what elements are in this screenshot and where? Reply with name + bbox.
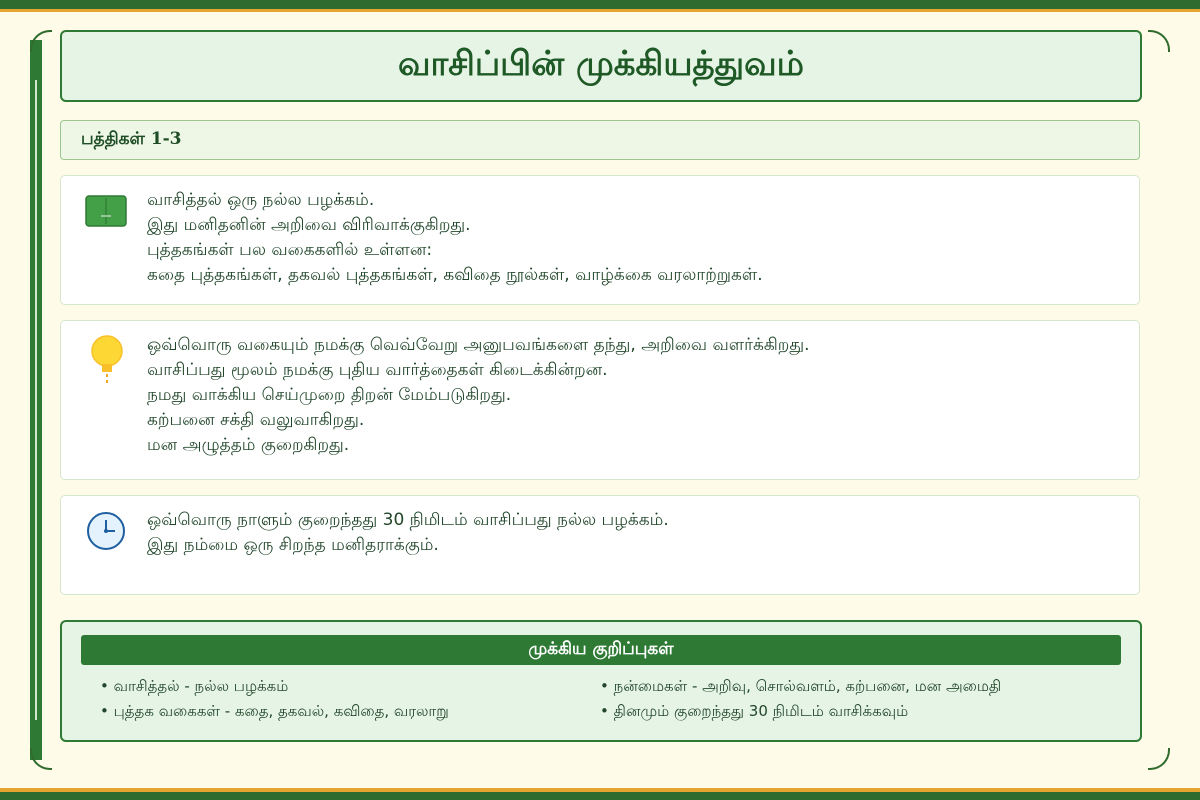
card-1-line-2: இது மனிதனின் அறிவை விரிவாக்குகிறது.	[147, 215, 471, 235]
left-side-bar	[30, 40, 42, 760]
card-2-line-1: ஒவ்வொரு வகையும் நமக்கு வெவ்வேறு அனுபவங்களை தந்து, அறிவை வளர்க்கிறது.	[147, 335, 810, 355]
clock-icon	[85, 510, 127, 556]
top-border	[0, 0, 1200, 12]
key-point-1: • வாசித்தல் - நல்ல பழக்கம்	[100, 676, 288, 696]
card-2-line-5: மன அழுத்தம் குறைகிறது.	[147, 435, 350, 455]
page-title: வாசிப்பின் முக்கியத்துவம்	[397, 44, 805, 84]
title-banner	[60, 30, 1142, 102]
card-2-line-2: வாசிப்பது மூலம் நமக்கு புதிய வார்த்தைகள் கிடைக்கின்றன.	[147, 360, 608, 380]
corner-ornament-bottom-right	[1148, 748, 1170, 770]
card-2-line-3: நமது வாக்கிய செய்முறை திறன் மேம்படுகிறது.	[147, 385, 512, 405]
section-label: பத்திகள் 1-3	[81, 129, 182, 149]
card-3-line-2: இது நம்மை ஒரு சிறந்த மனிதராக்கும்.	[147, 535, 439, 555]
card-1-line-4: கதை புத்தகங்கள், தகவல் புத்தகங்கள், கவிதை நூல்கள், வாழ்க்கை வரலாற்றுகள்.	[147, 265, 763, 285]
card-2-line-4: கற்பனை சக்தி வலுவாகிறது.	[147, 410, 365, 430]
key-point-4: • தினமும் குறைந்தது 30 நிமிடம் வாசிக்கவும்	[600, 701, 908, 721]
key-points-box	[60, 620, 1142, 742]
key-point-2: • புத்தக வகைகள் - கதை, தகவல், கவிதை, வரலாறு	[100, 701, 449, 721]
corner-ornament-bottom-left	[30, 748, 52, 770]
book-icon	[85, 195, 127, 231]
section-header	[60, 120, 1140, 160]
lightbulb-icon	[87, 334, 127, 392]
card-3-line-1: ஒவ்வொரு நாளும் குறைந்தது 30 நிமிடம் வாசிப்பது நல்ல பழக்கம்.	[147, 510, 669, 530]
corner-ornament-top-left	[30, 30, 52, 52]
key-point-3: • நன்மைகள் - அறிவு, சொல்வளம், கற்பனை, மன அமைதி	[600, 676, 1001, 696]
corner-ornament-top-right	[1148, 30, 1170, 52]
paragraph-card-3	[60, 495, 1140, 595]
paragraph-card-1	[60, 175, 1140, 305]
key-points-title: முக்கிய குறிப்புகள்	[81, 635, 1121, 665]
card-1-line-3: புத்தகங்கள் பல வகைகளில் உள்ளன:	[147, 240, 433, 260]
card-1-line-1: வாசித்தல் ஒரு நல்ல பழக்கம்.	[147, 190, 375, 210]
bottom-border	[0, 788, 1200, 800]
paragraph-card-2	[60, 320, 1140, 480]
